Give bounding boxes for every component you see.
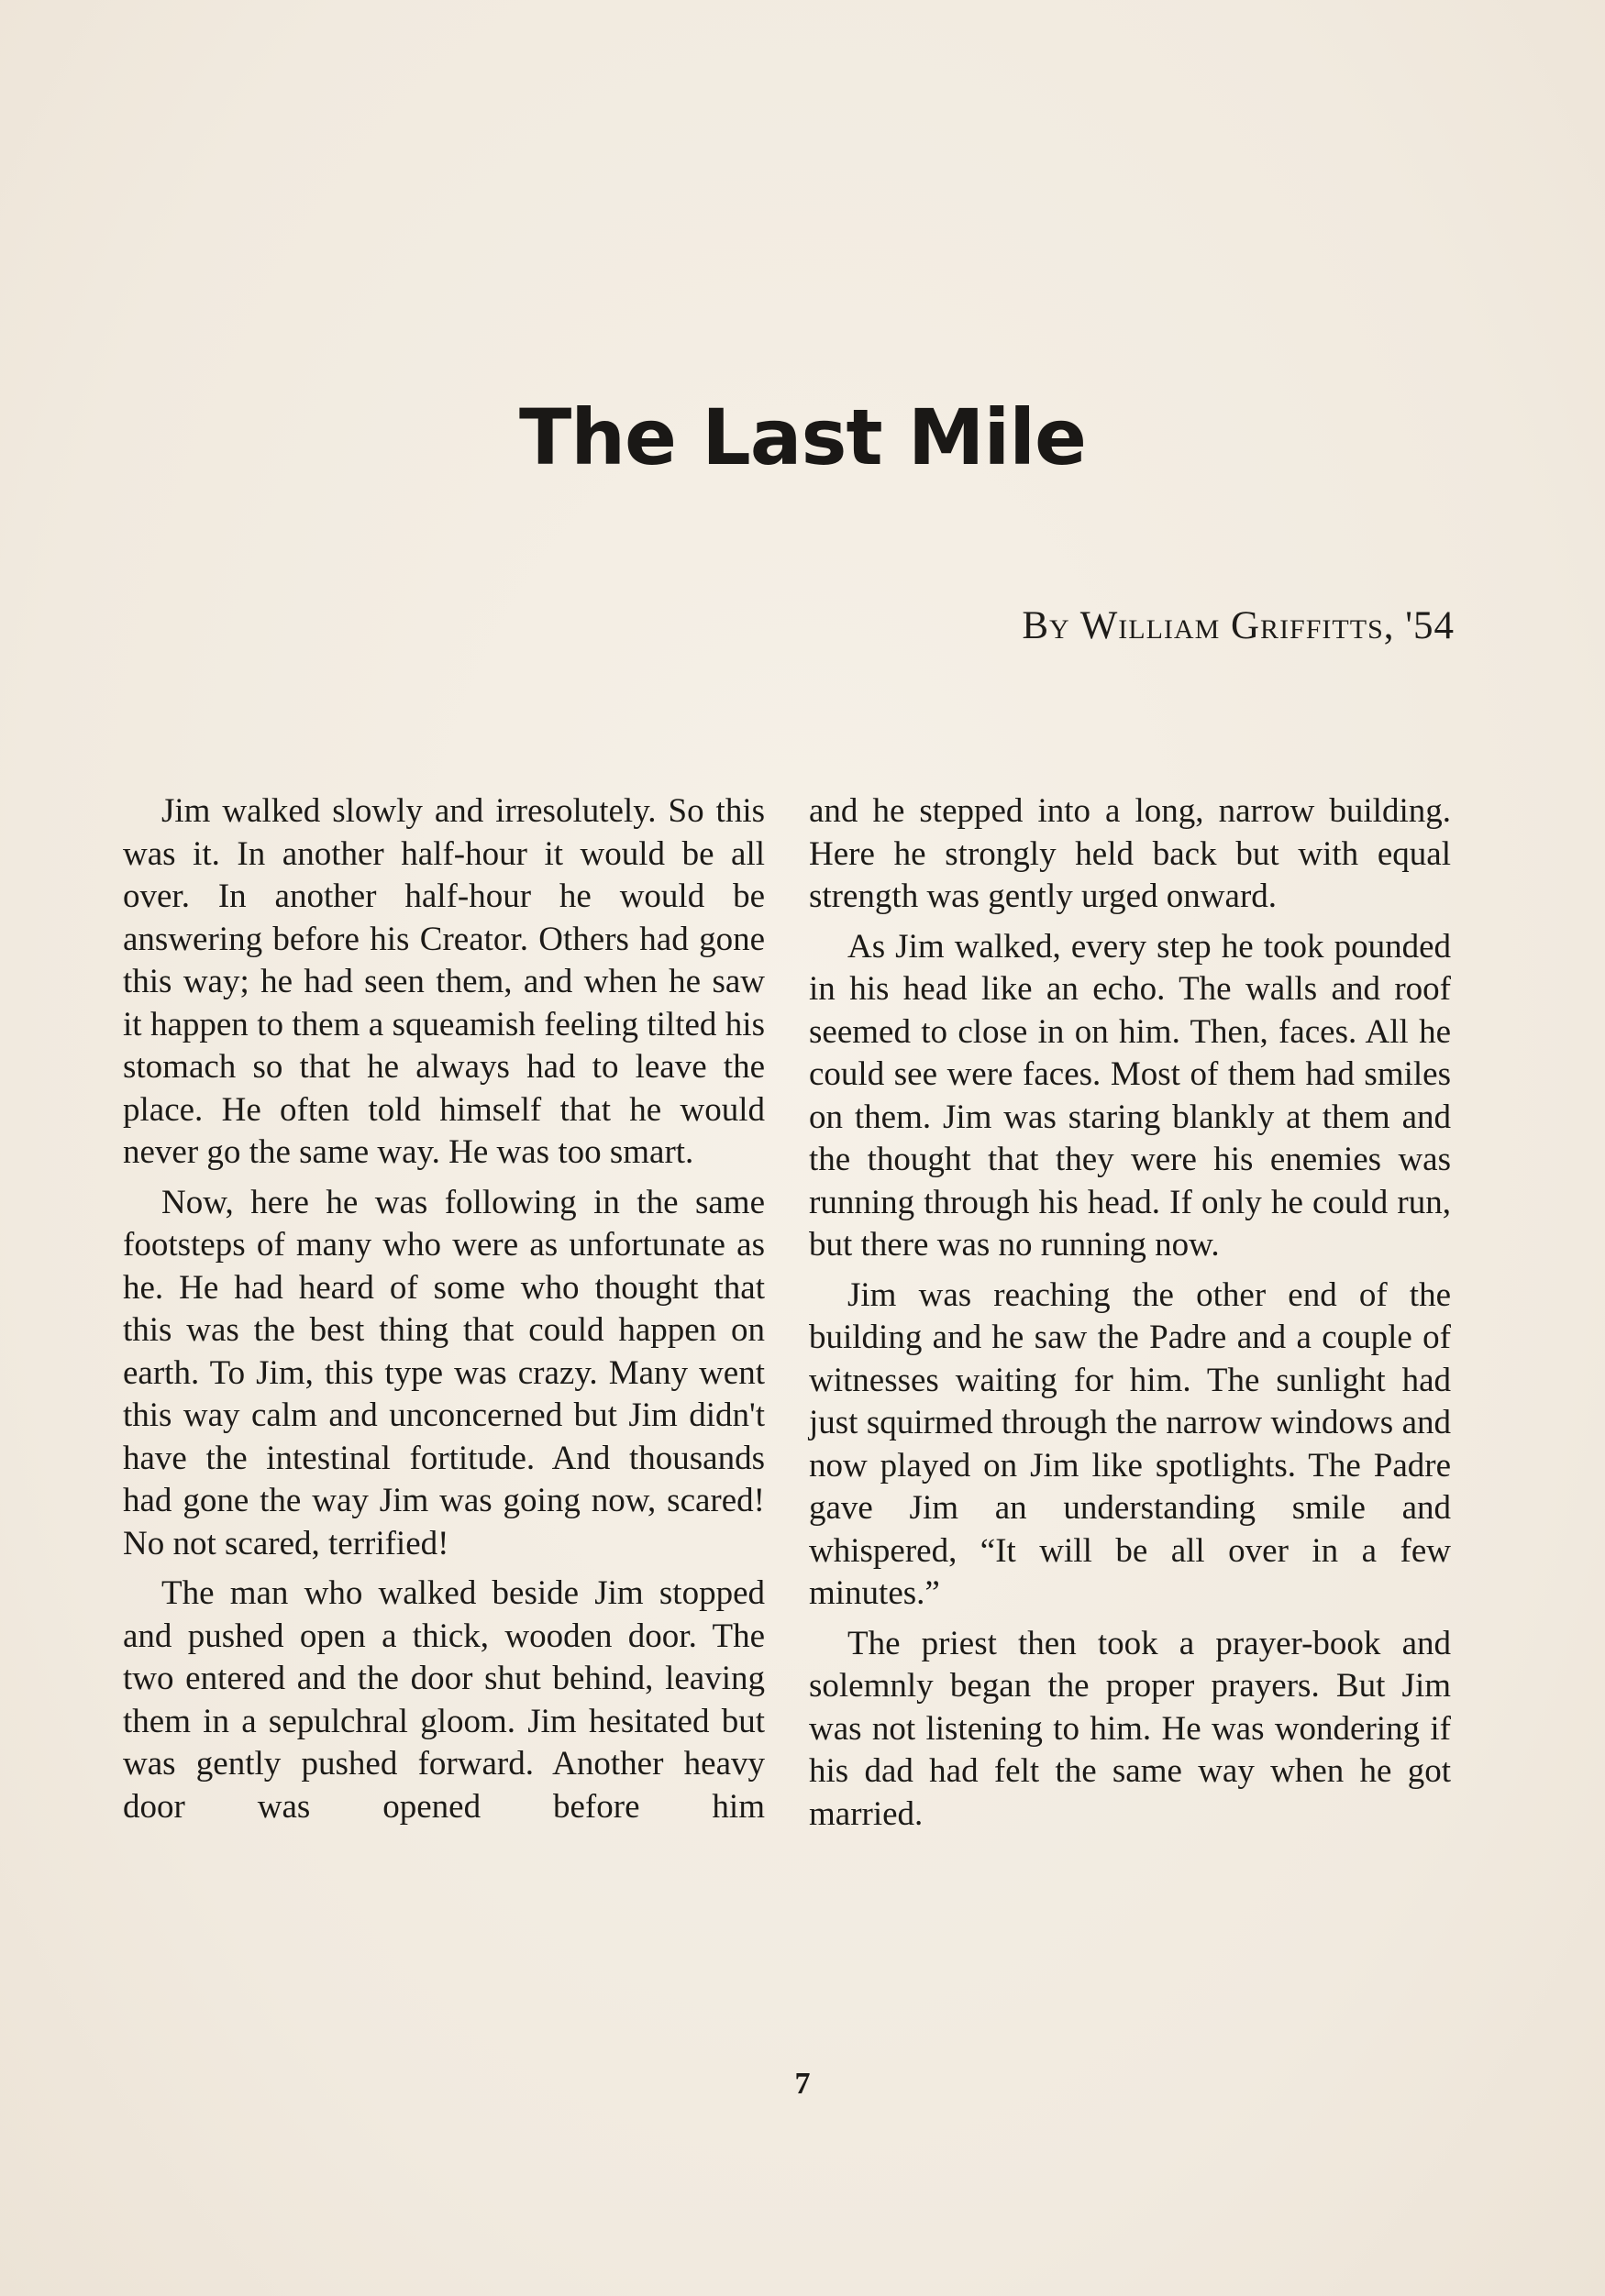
paragraph: The man who walked beside Jim stopped and pushed open a thick, wooden door. The two entered and the door shut behind, leaving them in a sepulchral gloom. Jim hesitated but was gently pushed forward. Another heavy door was opened before him <box>123 1574 765 1826</box>
article-title: The Last Mile <box>518 392 1087 482</box>
paragraph: Jim was reaching the other end of the building and he saw the Padre and a couple of witnesses waiting for him. The sunlight had just squirmed through the narrow windows and now played on Jim like spotlights. The Padre gave Jim an understanding smile and whispered, “It will be all over in a few minutes.” <box>809 1275 1451 1612</box>
text-column-right <box>809 790 1451 1843</box>
text-column-left <box>123 790 765 1836</box>
article-byline: By William Griffitts, '54 <box>1022 604 1455 647</box>
paragraph: Jim walked slowly and irresolutely. So this was it. In another half-hour it would be all over. In another half-hour he would be answering before his Creator. Others had gone this way; he had seen them, and when he saw it happen to them a squeamish feeling tilted his stomach so that he always had to leave the place. He often told himself that he would never go the same way. He was too smart. <box>123 792 765 1171</box>
paragraph: As Jim walked, every step he took pounded in his head like an echo. The walls and roof seemed to close in on him. Then, faces. All he could see were faces. Most of them had smiles on them. Jim was staring blankly at them and the thought that they were his enemies was running through his head. If only he could run, but there was no running now. <box>809 927 1451 1264</box>
paragraph: and he stepped into a long, narrow building. Here he strongly held back but with equal strength was gently urged onward. <box>809 792 1451 915</box>
page-number: 7 <box>794 2067 811 2101</box>
paragraph: Now, here he was following in the same footsteps of many who were as unfortunate as he. He had heard of some who thought that this was the best thing that could happen on earth. To Jim, this type was crazy. Many went this way calm and unconcerned but Jim didn't have the intestinal fortitude. And thousands had gone the way Jim was going now, scared! No not scared, terrified! <box>123 1183 765 1562</box>
paragraph: The priest then took a prayer-book and solemnly began the proper prayers. But Jim was not listening to him. He was wondering if his dad had felt the same way when he got married. <box>809 1624 1451 1833</box>
